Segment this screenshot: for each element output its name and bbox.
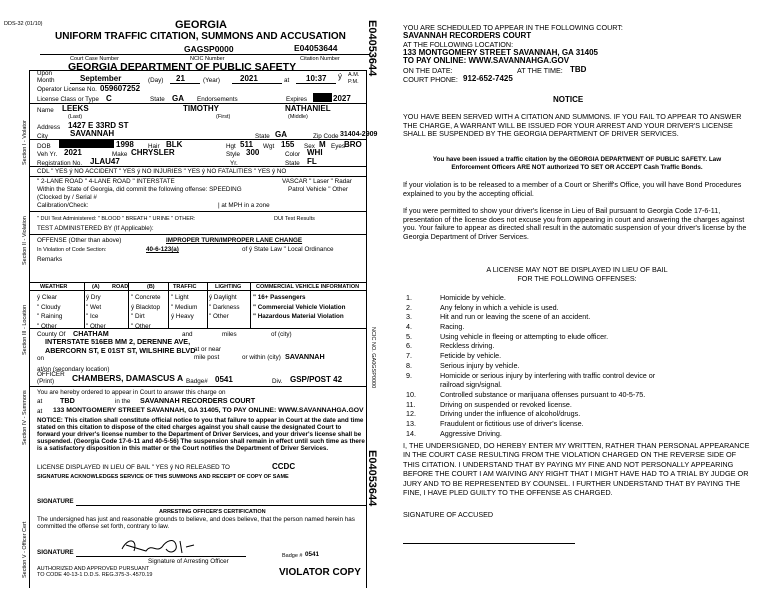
driver-hair: BLK [166,140,183,149]
list-item: Reckless driving. [440,341,495,351]
driver-address: 1427 E 33RD ST [68,121,129,130]
court-phone: 912-652-7425 [463,74,513,83]
form-state: GEORGIA [175,19,227,31]
accused-signature-line [403,543,575,544]
driver-middle-name: NATHANIEL [285,104,331,113]
summons-court: SAVANNAH RECORDERS COURT [140,396,256,405]
list-item: Controlled substance or marijuana offenses pursuant to 40-5-75. [440,389,646,399]
list-item: Feticide by vehicle. [440,351,502,361]
commercial-options: " 16+ Passengers " Commercial Vehicle Violation " Hazardous Material Violation [253,294,346,320]
side-citation-number: E04053644 [366,20,378,77]
list-item: Fraudulent or fictitious use of driver's license. [440,418,584,428]
list-item: Using vehicle in fleeing or attempting to elude officer. [440,331,609,341]
vehicle-year: 2021 [64,148,82,157]
driver-state: GA [275,130,287,139]
citation-label: Citation Number [300,56,340,62]
driver-weight: 155 [281,140,295,149]
list-item: Racing. [440,322,465,332]
upon-year: 2021 [240,74,258,83]
vascar-line: VASCAR " Laser " Radar [282,178,352,185]
officer-name: CHAMBERS, DAMASCUS A [72,373,184,383]
court-case-number: GAGSP0000 [184,44,234,54]
list-item: Driving on suspended or revoked license. [440,399,572,409]
offense-other: IMPROPER TURN/IMPROPER LANE CHANGE [166,237,303,244]
agency-name: GEORGIA DEPARTMENT OF PUBLIC SAFETY [68,61,297,73]
license-number: 059607252 [100,84,141,93]
list-item: Aggressive Driving. [440,428,502,438]
court-time: TBD [570,65,587,74]
location-road-1: INTERSTATE 516EB MM 2, DERENNE AVE, [45,337,191,346]
list-item: Homicide by vehicle. [440,293,506,302]
registration-number: JLAU47 [90,157,120,166]
offense-description: Within the State of Georgia, did commit the following offense: SPEEDING [37,186,242,193]
notice-paragraph-2: You have been issued a traffic citation by the GEORGIA DEPARTMENT OF PUBLIC SAFETY. Law Enforcement Officers ARE NOT authorized TO SET OR ACCEPT Cash Traffic Bonds. [432,156,722,172]
certificate-title: ARRESTING OFFICER'S CERTIFICATION [159,509,266,515]
driver-last-name: LEEKS [62,104,89,113]
upon-day: 21 [176,74,185,83]
list-item: Driving under the influence of alcohol/drugs. [440,409,581,419]
summons-address: 133 MONTGOMERY STREET SAVANNAH, GA 31405, TO PAY ONLINE: WWW.SAVANNAHGA.GOV [53,407,364,414]
registration-state: FL [307,157,317,166]
road-type-line: " 2-LANE ROAD " 4-LANE ROAD " INTERSTATE [37,178,175,185]
driver-eyes: BRO [344,140,362,149]
driver-first-name: TIMOTHY [183,104,219,113]
lighting-options: ý Daylight " Darkness " Other [209,294,240,320]
list-item: Any felony in which a vehicle is used. [440,302,559,312]
list-item: Homicide or serious injury by interfering with traffic control device or [440,370,656,380]
offense-list: 1. 2. 3. 4. 5. 6. 7. 8. 9. 10. 11. 12. 13. 14. [406,293,416,438]
officer-division: GSP/POST 42 [290,375,343,384]
road-b-options: " Concrete ý Blacktop " Dirt " Other [131,294,161,330]
license-state: GA [172,94,184,103]
license-expires: 2027 [333,94,351,103]
form-id: DDS-32 (01/10) [4,21,43,27]
officer-badge: 0541 [215,375,233,384]
form-title: UNIFORM TRAFFIC CITATION, SUMMONS AND ACCUSATION [55,31,346,42]
county: CHATHAM [73,329,109,338]
accused-signature-label: SIGNATURE OF ACCUSED [403,510,494,519]
road-a-options: ý Dry " Wet " Ice " Other [86,294,106,330]
patrol-vehicle-line: Patrol Vehicle " Other [288,186,348,193]
traffic-options: " Light " Medium ý Heavy [171,294,198,320]
violator-copy-label: VIOLATOR COPY [279,567,361,578]
notice-paragraph-1: YOU HAVE BEEN SERVED WITH A CITATION AND SUMMONS. IF YOU FAIL TO APPEAR TO ANSWER THE CHARGE, A WARRANT WILL BE ISSUED FOR YOUR ARREST AND YOUR DRIVER'S LICENSE SHALL BE SUSPENDED BY THE GEORGIA DEPARTMENT OF DRIVER SERVICES. [403,112,742,139]
summons-time: TBD [60,396,75,405]
side-ncic: NCIC NO. GA0GSP0000 [370,327,376,389]
certificate-badge: 0541 [305,551,320,558]
location-city: SAVANNAH [285,352,325,361]
dui-line: " DUI Test Administered: " BLOOD " BREATH " URINE " OTHER: [37,216,196,222]
court-address: 133 MONTGOMERY STREET SAVANNAH, GA 31405 [403,48,599,57]
ncic-label: NCIC Number [190,56,225,62]
certificate-text: The undersigned has just and reasonable grounds to believe, and does believe, that the person named herein has committed the offense set forth, contrary to law. [37,516,355,530]
location-road-2: ABERCORN ST, E 01ST ST, WILSHIRE BLVD [45,346,196,355]
notice-paragraph-3: If your violation is to be released to a member of a Court or Sheriff's Office, you will have Bond Procedures explained to you by the accepting official. [403,180,742,198]
driver-sex: M [319,140,326,149]
list-item: railroad sign/signal. [440,380,502,390]
pay-online: TO PAY ONLINE: WWW.SAVANNAHGA.GOV [403,56,570,65]
summons-notice: NOTICE: This citation shall constitute official notice to you that failure to appear in Court at the date and time stated on this citation to dispose of the cited charges against you shall cause the designated Court to forward your driver's license number to the Department of Driver Services, and your driver's license shall be suspended. (Georgia Code 17-6-11 and 40-5-56) The suspension shall remain in effect until such time as there is a satisfactory disposition in this matter or the Court notifies the Department of Driver Services. [37,417,365,452]
officer-signature [116,533,196,557]
notice-paragraph-4: If you were permitted to show your driver's license in Lieu of Bail pursuant to Georgia Code 17-6-11, presentation of the license does not excuse you from appearing in court and answering the charges against you. Your failure to appear as directed shall result in the automatic suspension of your driver's license by the Georgia Department of Driver Services. [403,206,747,241]
driver-dob: 1998 [116,140,134,149]
redaction [59,140,114,148]
code-section: 40-6-123(a) [146,246,179,253]
driver-city: SAVANNAH [70,129,115,138]
vehicle-color: WHI [307,148,323,157]
plea-statement: I, THE UNDERSIGNED, DO HEREBY ENTER MY WRITTEN, RATHER THAN PERSONAL APPEARANCE IN THE COURT CASE RESULTING FROM THE VIOLATION CHARGED ON THE REVERSE SIDE OF THIS CITATION. I UNDERSTAND THAT BY PAYING MY FINE AND NOT PERSONALLY APPEARING BEFORE THE COURT I AM WAIVING ANY RIGHT THAT I MIGHT HAVE HAD TO A TRIAL BY JUDGE OR JURY AND TO BE REPRESENTED BY COUNSEL. I FURTHER UNDERSTAND THAT BY PAYING THE FINE, I HAVE PLED GUILTY TO THE OFFENSE AS CHARGED. [403,441,750,498]
citation-number: E04053644 [294,43,338,53]
lieu-of-bail-line: LICENSE DISPLAYED IN LIEU OF BAIL " YES ý NO RELEASED TO [37,464,230,471]
court-name: SAVANNAH RECORDERS COURT [403,31,532,40]
law-type-line: of ý State Law " Local Ordinance [242,246,334,253]
redaction [313,93,332,102]
license-class: C [106,94,112,103]
cdl-accident-line: CDL " YES ý NO ACCIDENT " YES ý NO INJURIES " YES ý NO FATALITIES " YES ý NO [37,168,287,175]
side-citation-number-lower: E04053644 [366,450,378,507]
upon-month: September [80,74,122,83]
released-to: CCDC [272,462,296,471]
vehicle-style: 300 [246,148,260,157]
notice-title: NOTICE [553,95,584,104]
offense-list-text [440,294,655,439]
upon-time: 10:37 [306,74,327,83]
weather-options: ý Clear " Cloudy " Raining " Other [37,294,63,330]
driver-height: 511 [240,140,253,149]
list-item: Hit and run or leaving the scene of an accident. [440,312,591,322]
vehicle-make: CHRYSLER [131,148,175,157]
list-item: Serious injury by vehicle. [440,360,520,370]
court-case-label: Court Case Number [70,56,119,62]
driver-zip: 31404-2909 [340,131,378,138]
